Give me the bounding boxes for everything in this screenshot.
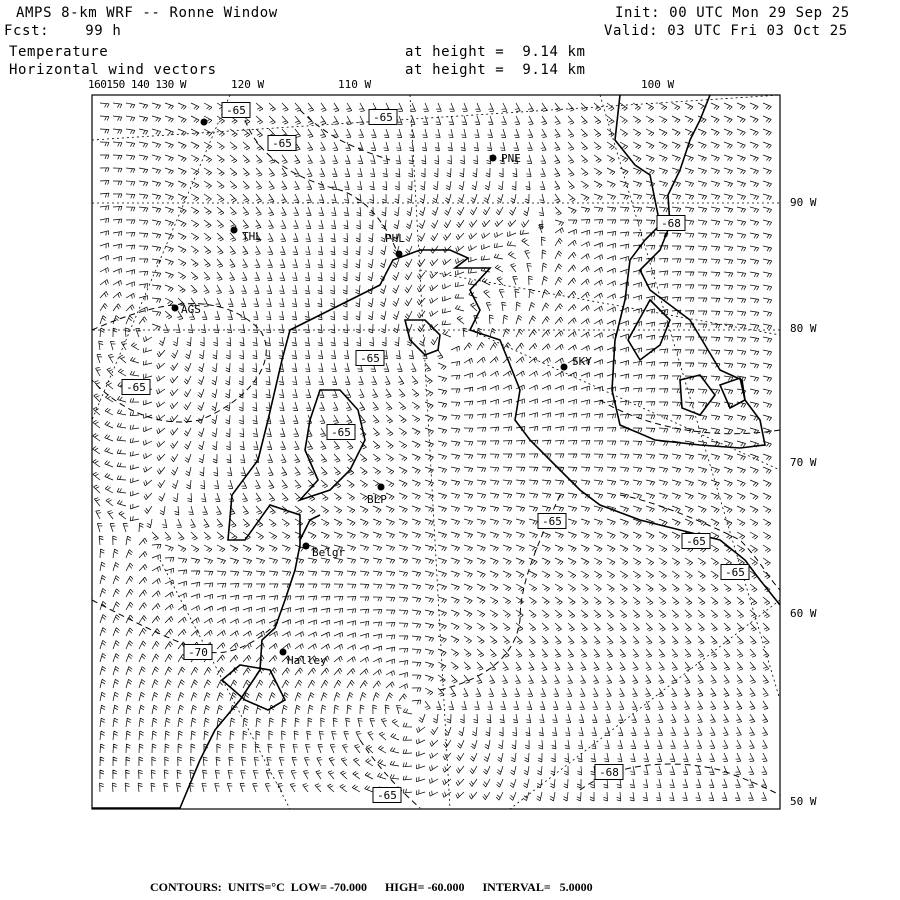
station-label-belgr: Belgr [312,546,346,559]
station-dot-phl [396,251,403,258]
station-label-thl: THL [242,230,262,243]
station-label-blp: BLP [367,493,387,506]
station-label-halley: Halley [287,654,327,667]
contour-label-text: -68 [599,766,619,779]
grid-label-90w: 90 W [790,196,817,209]
contour-label-text: -65 [377,789,397,802]
contour-label-text: -65 [686,535,706,548]
height-label-temperature: at height = 9.14 km [405,44,586,60]
valid-time: Valid: 03 UTC Fri 03 Oct 25 [604,23,848,39]
wind-barbs [93,103,772,801]
contour-label-boxes [122,103,749,803]
contour-label-text: -65 [226,104,246,117]
station-dot-unlabeled [201,119,208,126]
station-dot-halley [280,649,287,656]
contour-label-text: -65 [126,381,146,394]
station-dot-belgr [303,543,310,550]
lon-label-110w: 110 W [338,78,372,91]
station-label-ags: AGS [181,303,201,316]
lon-label-100w: 100 W [641,78,675,91]
contour-label-text: -65 [542,515,562,528]
contour-label-text: -68 [661,217,681,230]
station-label-sky: SKY [572,355,592,368]
contour-label-text: -65 [272,137,292,150]
field-name-wind: Horizontal wind vectors [9,62,217,78]
contour-label-text: -65 [373,111,393,124]
contour-label-text: -65 [360,352,380,365]
forecast-hour: Fcst: 99 h [4,23,122,39]
contour-label-text: -70 [188,646,208,659]
station-dot-pne [490,155,497,162]
grid-label-80w: 80 W [790,322,817,335]
init-time: Init: 00 UTC Mon 29 Sep 25 [615,5,850,21]
grid-label-50w: 50 W [790,795,817,808]
height-label-wind: at height = 9.14 km [405,62,586,78]
contour-legend: CONTOURS: UNITS=°C LOW= -70.000 HIGH= -60.000 INTERVAL= 5.0000 [150,880,593,894]
station-label-phl: PHL [385,232,405,245]
station-label-pne: PNE [501,152,521,165]
lon-label-cluster: 160150 140 130 W [88,78,186,91]
grid-label-60w: 60 W [790,607,817,620]
lon-label-120w: 120 W [231,78,265,91]
map-title: AMPS 8-km WRF -- Ronne Window [16,5,278,21]
wind-vector-field [93,103,772,801]
contour-label-text: -65 [331,426,351,439]
contour-label-text: -65 [725,566,745,579]
station-dot-blp [378,484,385,491]
field-name-temperature: Temperature [9,44,109,60]
station-dot-sky [561,364,568,371]
station-dot-thl [231,227,238,234]
grid-label-70w: 70 W [790,456,817,469]
temperature-contours [92,110,780,808]
station-dot-ags [172,305,179,312]
